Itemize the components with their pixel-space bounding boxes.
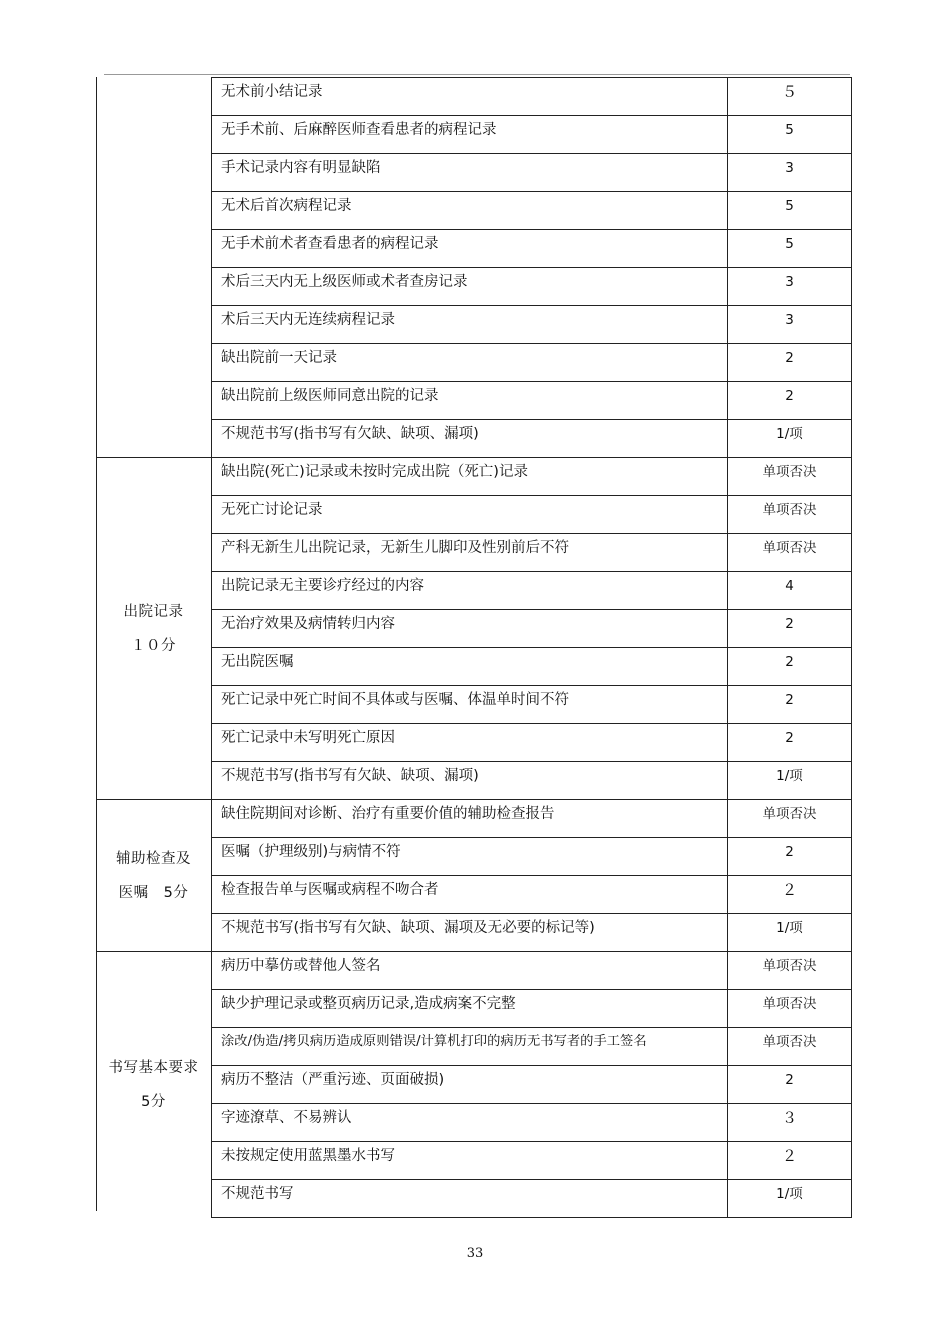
- item-cell: 无手术前、后麻醉医师查看患者的病程记录: [212, 116, 728, 154]
- item-cell: 无出院医嘱: [212, 648, 728, 686]
- score-cell: 2: [728, 344, 852, 382]
- score-cell: ３: [728, 1104, 852, 1142]
- item-cell: 检查报告单与医嘱或病程不吻合者: [212, 876, 728, 914]
- table-row: [96, 458, 852, 496]
- item-cell: 字迹潦草、不易辨认: [212, 1104, 728, 1142]
- category-cell: [96, 458, 212, 800]
- item-cell: 死亡记录中死亡时间不具体或与医嘱、体温单时间不符: [212, 686, 728, 724]
- score-cell: 5: [728, 116, 852, 154]
- score-cell: 5: [728, 230, 852, 268]
- top-rule: [104, 74, 850, 75]
- category-label: 辅助检查及: [116, 851, 191, 867]
- item-cell: 不规范书写(指书写有欠缺、缺项、漏项及无必要的标记等): [212, 914, 728, 952]
- category-label: １０分: [131, 638, 176, 654]
- score-cell: 单项否决: [728, 458, 852, 496]
- item-cell: 缺出院前一天记录: [212, 344, 728, 382]
- category-label: 书写基本要求: [108, 1060, 199, 1076]
- score-cell: 1/项: [728, 762, 852, 800]
- table-row: [96, 800, 852, 838]
- item-cell: 手术记录内容有明显缺陷: [212, 154, 728, 192]
- category-label: 5分: [141, 1094, 166, 1110]
- item-cell: 术后三天内无连续病程记录: [212, 306, 728, 344]
- score-cell: 单项否决: [728, 800, 852, 838]
- item-cell: 术后三天内无上级医师或术者查房记录: [212, 268, 728, 306]
- score-cell: 1/项: [728, 1180, 852, 1218]
- score-cell: ２: [728, 876, 852, 914]
- score-cell: 2: [728, 610, 852, 648]
- category-cell: [96, 78, 212, 458]
- item-cell: 死亡记录中未写明死亡原因: [212, 724, 728, 762]
- item-cell: 产科无新生儿出院记录，无新生儿脚印及性别前后不符: [212, 534, 728, 572]
- score-cell: 2: [728, 686, 852, 724]
- item-cell: 不规范书写: [212, 1180, 728, 1218]
- score-cell: 5: [728, 192, 852, 230]
- table-row: [96, 78, 852, 116]
- item-cell: 病历不整洁（严重污迹、页面破损): [212, 1066, 728, 1104]
- scoring-table: [96, 77, 852, 1218]
- category-label: 出院记录: [123, 604, 184, 620]
- item-cell: 缺住院期间对诊断、治疗有重要价值的辅助检查报告: [212, 800, 728, 838]
- score-cell: 2: [728, 648, 852, 686]
- item-cell: 病历中摹仿或替他人签名: [212, 952, 728, 990]
- score-cell: 1/项: [728, 914, 852, 952]
- score-cell: 单项否决: [728, 1028, 852, 1066]
- item-cell: 出院记录无主要诊疗经过的内容: [212, 572, 728, 610]
- item-cell: 不规范书写(指书写有欠缺、缺项、漏项): [212, 762, 728, 800]
- item-cell: 缺出院前上级医师同意出院的记录: [212, 382, 728, 420]
- score-cell: 单项否决: [728, 496, 852, 534]
- item-cell: 未按规定使用蓝黑墨水书写: [212, 1142, 728, 1180]
- item-cell: 无治疗效果及病情转归内容: [212, 610, 728, 648]
- score-cell: 3: [728, 268, 852, 306]
- item-cell: 无术后首次病程记录: [212, 192, 728, 230]
- item-cell: 涂改/伪造/拷贝病历造成原则错误/计算机打印的病历无书写者的手工签名: [212, 1028, 728, 1066]
- score-cell: 2: [728, 724, 852, 762]
- item-cell: 缺出院(死亡)记录或未按时完成出院（死亡)记录: [212, 458, 728, 496]
- score-cell: 2: [728, 382, 852, 420]
- category-cell: [96, 952, 212, 1218]
- item-cell: 无死亡讨论记录: [212, 496, 728, 534]
- score-cell: 4: [728, 572, 852, 610]
- table-row: [96, 952, 852, 990]
- item-cell: 无手术前术者查看患者的病程记录: [212, 230, 728, 268]
- score-cell: 单项否决: [728, 952, 852, 990]
- score-cell: 2: [728, 1066, 852, 1104]
- category-label: 医嘱 5分: [118, 885, 189, 901]
- item-cell: 无术前小结记录: [212, 78, 728, 116]
- item-cell: 医嘱（护理级别)与病情不符: [212, 838, 728, 876]
- category-cell: [96, 800, 212, 952]
- score-cell: 3: [728, 154, 852, 192]
- scoring-table-body: [96, 78, 852, 1218]
- score-cell: 单项否决: [728, 990, 852, 1028]
- score-cell: ５: [728, 78, 852, 116]
- score-cell: 1/项: [728, 420, 852, 458]
- page-number: 33: [466, 1246, 484, 1261]
- score-cell: 单项否决: [728, 534, 852, 572]
- score-cell: 3: [728, 306, 852, 344]
- score-cell: 2: [728, 838, 852, 876]
- item-cell: 不规范书写(指书写有欠缺、缺项、漏项): [212, 420, 728, 458]
- item-cell: 缺少护理记录或整页病历记录,造成病案不完整: [212, 990, 728, 1028]
- score-cell: ２: [728, 1142, 852, 1180]
